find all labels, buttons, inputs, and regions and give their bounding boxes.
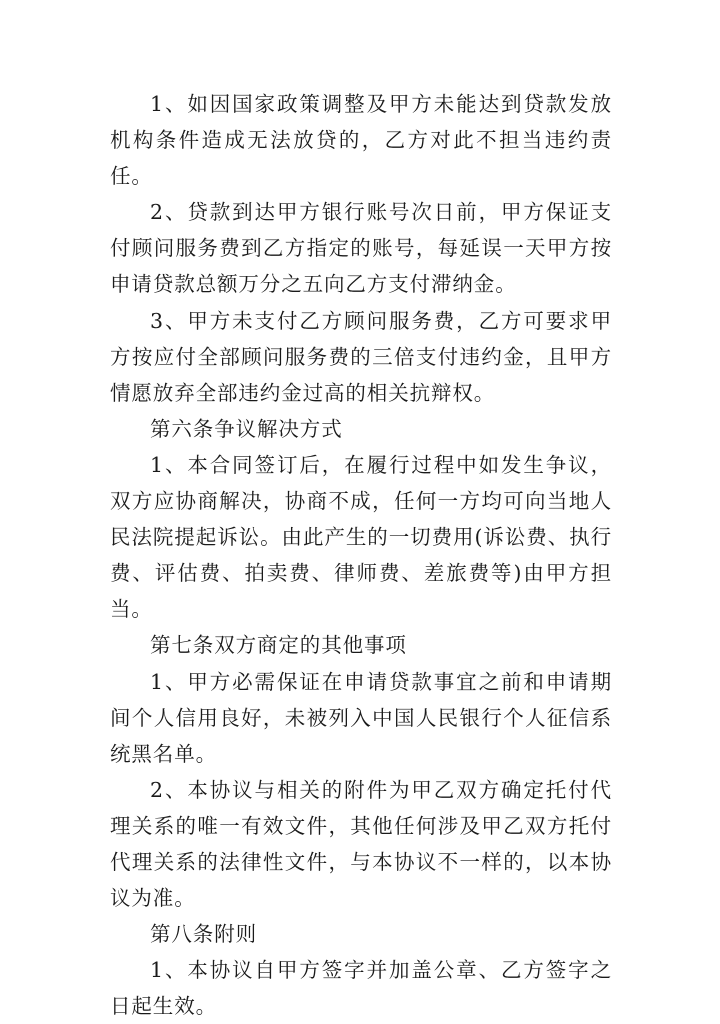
document-body bbox=[110, 86, 612, 1024]
clause-5-item-3: 3、甲方未支付乙方顾问服务费，乙方可要求甲方按应付全部顾问服务费的三倍支付违约金，且甲方情愿放弃全部违约金过高的相关抗辩权。 bbox=[110, 308, 612, 405]
article-6-heading: 第六条争议解决方式 bbox=[150, 416, 343, 441]
clause-7-item-2: 2、本协议与相关的附件为甲乙双方确定托付代理关系的唯一有效文件，其他任何涉及甲乙双方托付代理关系的法律性文件，与本协议不一样的，以本协议为准。 bbox=[110, 777, 612, 911]
clause-8-item-1: 1、本协议自甲方签字并加盖公章、乙方签字之日起生效。 bbox=[110, 958, 612, 1019]
article-7-heading: 第七条双方商定的其他事项 bbox=[150, 633, 407, 658]
clause-5-item-2: 2、贷款到达甲方银行账号次日前，甲方保证支付顾问服务费到乙方指定的账号，每延误一天甲方按申请贷款总额万分之五向乙方支付滞纳金。 bbox=[110, 200, 612, 297]
clause-7-item-1: 1、甲方必需保证在申请贷款事宜之前和申请期间个人信用良好，未被列入中国人民银行个人征信系统黑名单。 bbox=[110, 669, 612, 766]
clause-6-item-1: 1、本合同签订后，在履行过程中如发生争议，双方应协商解决，协商不成，任何一方均可向当地人民法院提起诉讼。由此产生的一切费用(诉讼费、执行费、评估费、拍卖费、律师费、差旅费等)由甲方担当。 bbox=[110, 452, 612, 622]
clause-5-item-1: 1、如因国家政策调整及甲方未能达到贷款发放机构条件造成无法放贷的，乙方对此不担当违约责任。 bbox=[110, 92, 612, 189]
article-8-heading: 第八条附则 bbox=[150, 922, 257, 947]
